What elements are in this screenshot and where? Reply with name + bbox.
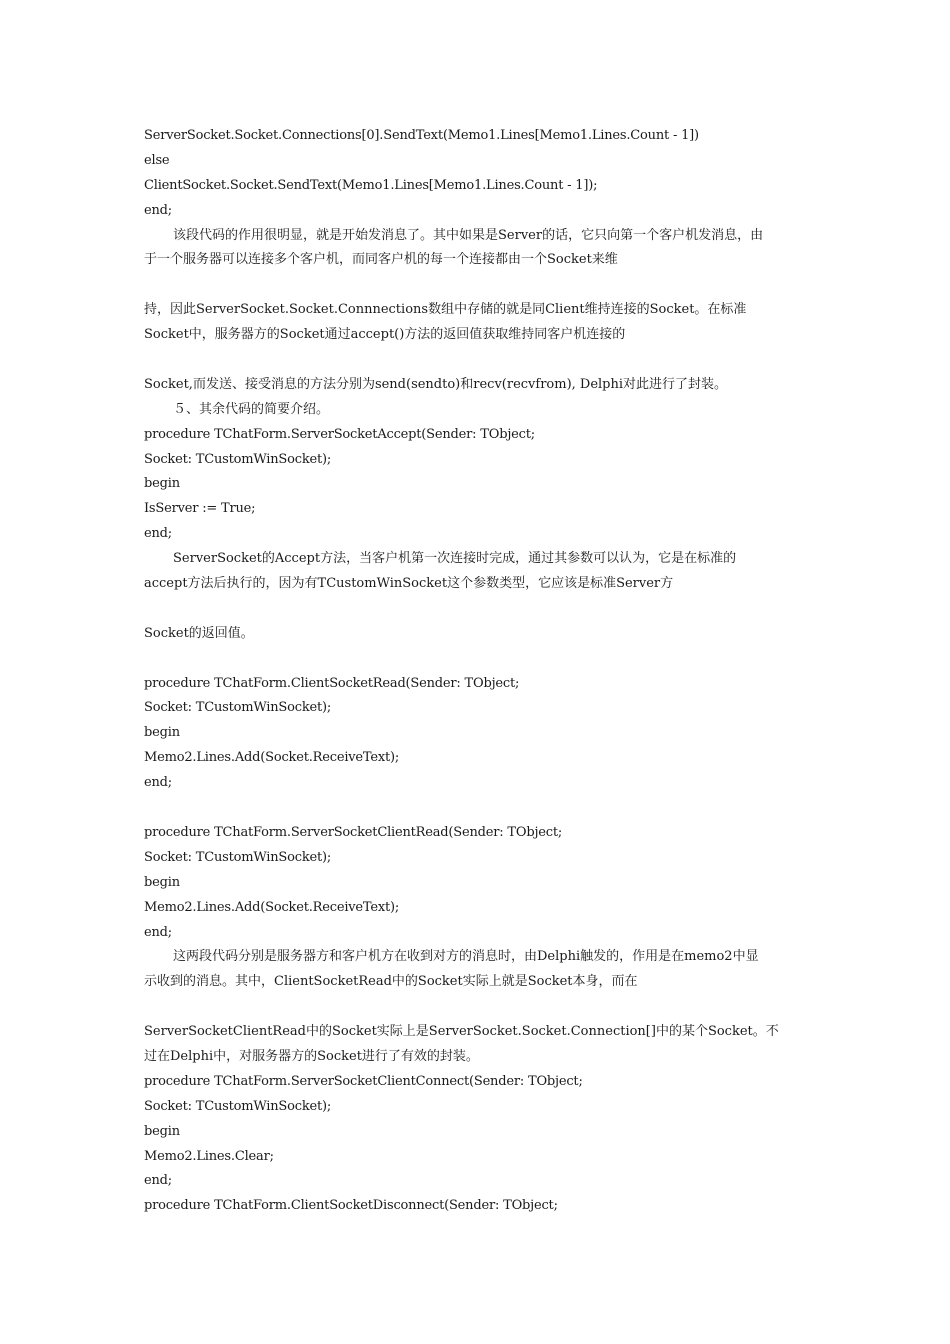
blank-line — [144, 273, 812, 298]
code-line: end; — [144, 924, 172, 940]
paragraph-line: ５、其余代码的简要介绍。 — [173, 401, 330, 417]
code-line: procedure TChatForm.ServerSocketClientConnect(Sender: TObject; — [144, 1073, 583, 1089]
code-line: begin — [144, 1123, 180, 1139]
code-line: begin — [144, 874, 180, 890]
code-line: Socket: TCustomWinSocket); — [144, 849, 332, 865]
text-line: 过在Delphi中，对服务器方的Socket进行了有效的封装。 — [144, 1048, 479, 1064]
code-line: begin — [144, 725, 180, 741]
code-line: ServerSocket.Socket.Connections[0].SendText(Memo1.Lines[Memo1.Lines.Count - 1]) — [144, 128, 699, 143]
text-line: 于一个服务器可以连接多个客户机，而同客户机的每一个连接都由一个Socket来维 — [144, 252, 618, 268]
code-line: else — [144, 152, 170, 168]
document-body — [144, 124, 812, 1219]
code-line: procedure TChatForm.ClientSocketRead(Sender: TObject; — [144, 675, 520, 691]
text-line: Socket,而发送、接受消息的方法分别为send(sendto)和recv(recvfrom), Delphi对此进行了封装。 — [144, 376, 728, 392]
blank-line — [144, 995, 812, 1020]
blank-line — [144, 348, 812, 373]
code-line: end; — [144, 202, 172, 218]
code-line: procedure TChatForm.ServerSocketClientRead(Sender: TObject; — [144, 824, 563, 840]
code-line: begin — [144, 476, 180, 492]
blank-line — [144, 796, 812, 821]
paragraph-line: 该段代码的作用很明显，就是开始发消息了。其中如果是Server的话，它只向第一个客户机发消息，由 — [173, 227, 764, 243]
code-line: end; — [144, 526, 172, 542]
code-line: Memo2.Lines.Add(Socket.ReceiveText); — [144, 750, 400, 766]
code-line: IsServer := True; — [144, 501, 256, 517]
paragraph-line: 这两段代码分别是服务器方和客户机方在收到对方的消息时，由Delphi触发的，作用是在memo2中显 — [173, 949, 759, 965]
code-line: Memo2.Lines.Add(Socket.ReceiveText); — [144, 899, 400, 915]
blank-line — [144, 647, 812, 672]
text-line: accept方法后执行的，因为有TCustomWinSocket这个参数类型，它应该是标准Server方 — [144, 576, 674, 592]
text-line: Socket中，服务器方的Socket通过accept()方法的返回值获取维持同客户机连接的 — [144, 327, 626, 343]
code-line: end; — [144, 1173, 172, 1189]
blank-line — [144, 597, 812, 622]
code-line: Socket: TCustomWinSocket); — [144, 451, 332, 467]
code-line: procedure TChatForm.ClientSocketDisconnect(Sender: TObject; — [144, 1198, 558, 1214]
code-line: Socket: TCustomWinSocket); — [144, 700, 332, 716]
paragraph-line: ServerSocket的Accept方法，当客户机第一次连接时完成，通过其参数可以认为，它是在标准的 — [173, 551, 737, 567]
text-line: 持，因此ServerSocket.Socket.Connnections数组中存储的就是同Client维持连接的Socket。在标准 — [144, 302, 747, 318]
code-line: procedure TChatForm.ServerSocketAccept(Sender: TObject; — [144, 426, 535, 442]
code-line: ClientSocket.Socket.SendText(Memo1.Lines[Memo1.Lines.Count - 1]); — [144, 177, 598, 193]
code-line: end; — [144, 775, 172, 791]
code-line: Socket: TCustomWinSocket); — [144, 1098, 332, 1114]
text-line: Socket的返回值。 — [144, 625, 254, 641]
text-line: ServerSocketClientRead中的Socket实际上是ServerSocket.Socket.Connection[]中的某个Socket。不 — [144, 1024, 779, 1040]
code-line: Memo2.Lines.Clear; — [144, 1148, 274, 1164]
text-line: 示收到的消息。其中，ClientSocketRead中的Socket实际上就是Socket本身，而在 — [144, 974, 638, 990]
